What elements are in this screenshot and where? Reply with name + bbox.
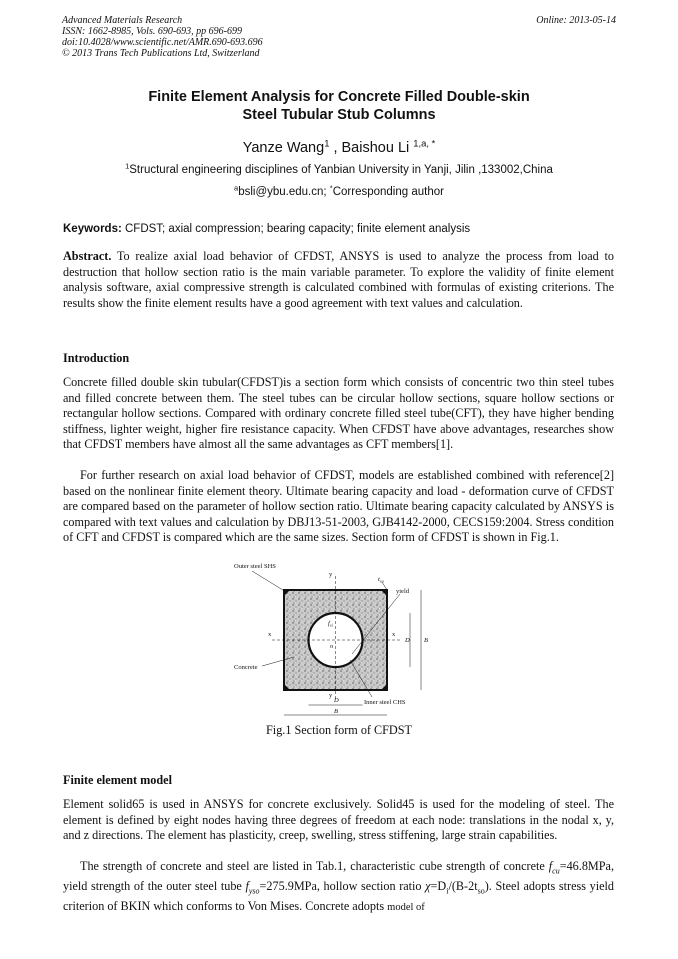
- title-line-1: Finite Element Analysis for Concrete Filled Double-skin: [148, 89, 530, 105]
- author-name-1: Yanze Wang: [242, 140, 325, 156]
- yield-label: yield: [396, 588, 409, 595]
- fe-p2-text-e: /(B-2t: [448, 879, 478, 894]
- email-marker: a: [234, 183, 239, 193]
- outer-label-leader: [252, 571, 286, 592]
- origin-label: o: [330, 643, 334, 650]
- author-2-affil-marker: 1,a, *: [413, 137, 436, 149]
- fe-paragraph-2: [63, 859, 614, 916]
- abstract-label: Abstract.: [63, 249, 112, 263]
- section-heading-introduction: Introduction: [63, 351, 130, 365]
- email-address[interactable]: bsli@ybu.edu.cn;: [238, 186, 330, 198]
- tso-subscript-inline: so: [477, 886, 485, 896]
- concrete-label: Concrete: [234, 664, 258, 671]
- author-list: [60, 137, 618, 156]
- fe-p2-text-f: ).: [484, 879, 492, 894]
- affiliation-text: Structural engineering disciplines of Yanbian University in Yanji, Jilin ,133002,China: [129, 164, 553, 176]
- tso-symbol: t: [378, 576, 380, 583]
- section-heading-fe-model: Finite element model: [63, 773, 172, 787]
- fyso-subscript: yso: [248, 886, 260, 896]
- abstract: [63, 249, 614, 311]
- dim-b-bottom-label: B: [334, 708, 338, 715]
- fe-p2-text-b: =46.8MPa, yield strength of the outer steel tube: [63, 859, 614, 894]
- di-subscript: i: [446, 886, 449, 896]
- corresponding-note: Corresponding author: [332, 186, 444, 198]
- fsi-subscript: si: [329, 622, 333, 628]
- chi-symbol: χ: [425, 879, 431, 894]
- intro-paragraph-2: For further research on axial load behavior of CFDST, models are established combined with reference[2] based on the nonlinear finite element theory. Ultimate bearing capacity and load - deformation curve of CFDST are compared based on the parameter of hollow section ratio. Ultimate bearing capacity calculated by ANSYS is compared with text values and calculation by DBJ13-51-2003, GJB4142-2000, CECS159:2004. Stress condition of CFT and CFDST is compared which are the same sizes. Section form of CFDST is shown in Fig.1.: [63, 468, 614, 545]
- outer-steel-label: Outer steel SHS: [234, 563, 276, 570]
- fe-p2-text-c: =275.9MPa, hollow section ratio: [259, 879, 426, 894]
- journal-header: [62, 15, 263, 59]
- x-right-label: x: [392, 631, 396, 638]
- cfdst-section-figure: [232, 562, 447, 722]
- tso-label: [378, 576, 385, 584]
- journal-name: Advanced Materials Research: [62, 15, 183, 26]
- keywords-text: CFDST; axial compression; bearing capacity; finite element analysis: [121, 223, 471, 235]
- affiliation-marker: 1: [125, 161, 130, 171]
- fe-p2-text-a: The strength of concrete and steel are listed in Tab.1, characteristic cube strength of concrete: [80, 859, 549, 873]
- inner-steel-label: Inner steel CHS: [364, 699, 406, 706]
- intro-paragraph-1: Concrete filled double skin tubular(CFDST)is a section form which consists of concentric two thin steel tubes and filled concrete between them. The steel tubes can be circular hollow sections, square hollow sections or rectangular hollow sections. Compared with ordinary concrete filled steel tube(CFT), they have higher bending stiffness, lighter weight, higher fire resistance capacity. When CFDST have above advantages, researches show that CFDST members have almost all the same advantages as CFT members[1].: [63, 375, 614, 452]
- issn-line: ISSN: 1662-8985, Vols. 690-693, pp 696-699: [62, 26, 242, 37]
- keywords: [63, 223, 615, 235]
- fsi-symbol: f: [328, 620, 330, 627]
- dim-b-right-label: B: [424, 637, 428, 644]
- fe-p2-text-d: =D: [430, 879, 447, 894]
- affiliation: [60, 161, 618, 176]
- y-top-label: y: [329, 571, 333, 578]
- fe-p2-text-end: model of: [387, 902, 425, 914]
- copyright-line: © 2013 Trans Tech Publications Ltd, Switzerland: [62, 48, 260, 59]
- paper-title: [60, 88, 618, 124]
- fcu-symbol: f: [548, 859, 553, 873]
- x-left-label: x: [268, 631, 272, 638]
- fe-p2-text-g: Steel adopts stress yield criterion of BKIN which conforms to Von Mises. Concrete adopts: [63, 879, 615, 914]
- corresponding-marker: *: [329, 183, 333, 193]
- doi-line[interactable]: doi:10.4028/www.scientific.net/AMR.690-693.696: [62, 37, 263, 48]
- figure-caption: Fig.1 Section form of CFDST: [266, 723, 412, 737]
- title-line-2: Steel Tubular Stub Columns: [242, 107, 436, 123]
- fcu-subscript: cu: [552, 866, 560, 876]
- dim-d-bottom-label: D: [334, 697, 339, 704]
- dim-d-right-label: D: [405, 637, 410, 644]
- tso-subscript: so: [379, 578, 384, 584]
- keywords-label: Keywords:: [63, 223, 122, 235]
- y-bottom-label: y: [329, 692, 333, 699]
- author-1-affil-marker: 1: [324, 137, 330, 149]
- online-date: Online: 2013-05-14: [536, 15, 616, 26]
- author-separator: ,: [329, 140, 342, 156]
- fyso-symbol: f: [245, 879, 249, 894]
- abstract-text: To realize axial load behavior of CFDST, ANSYS is used to analyze the process from load to destruction that hollow section ratio is the main variable parameter. To explore the validity of finite element analysis software, axial compressive strength is calculated combined with formulas of existing criterions. The results show the finite element results have a good agreement with text values and calculation.: [63, 249, 614, 310]
- fe-paragraph-1: Element solid65 is used in ANSYS for concrete exclusively. Solid45 is used for the modeling of steel. The element is defined by eight nodes having three degrees of freedom at each node: translations in the nodal x, y, and z directions. The element has plasticity, creep, swelling, stress stiffening, large strain capabilities.: [63, 797, 614, 843]
- contact-line: [60, 183, 618, 198]
- author-name-2: Baishou Li: [341, 140, 410, 156]
